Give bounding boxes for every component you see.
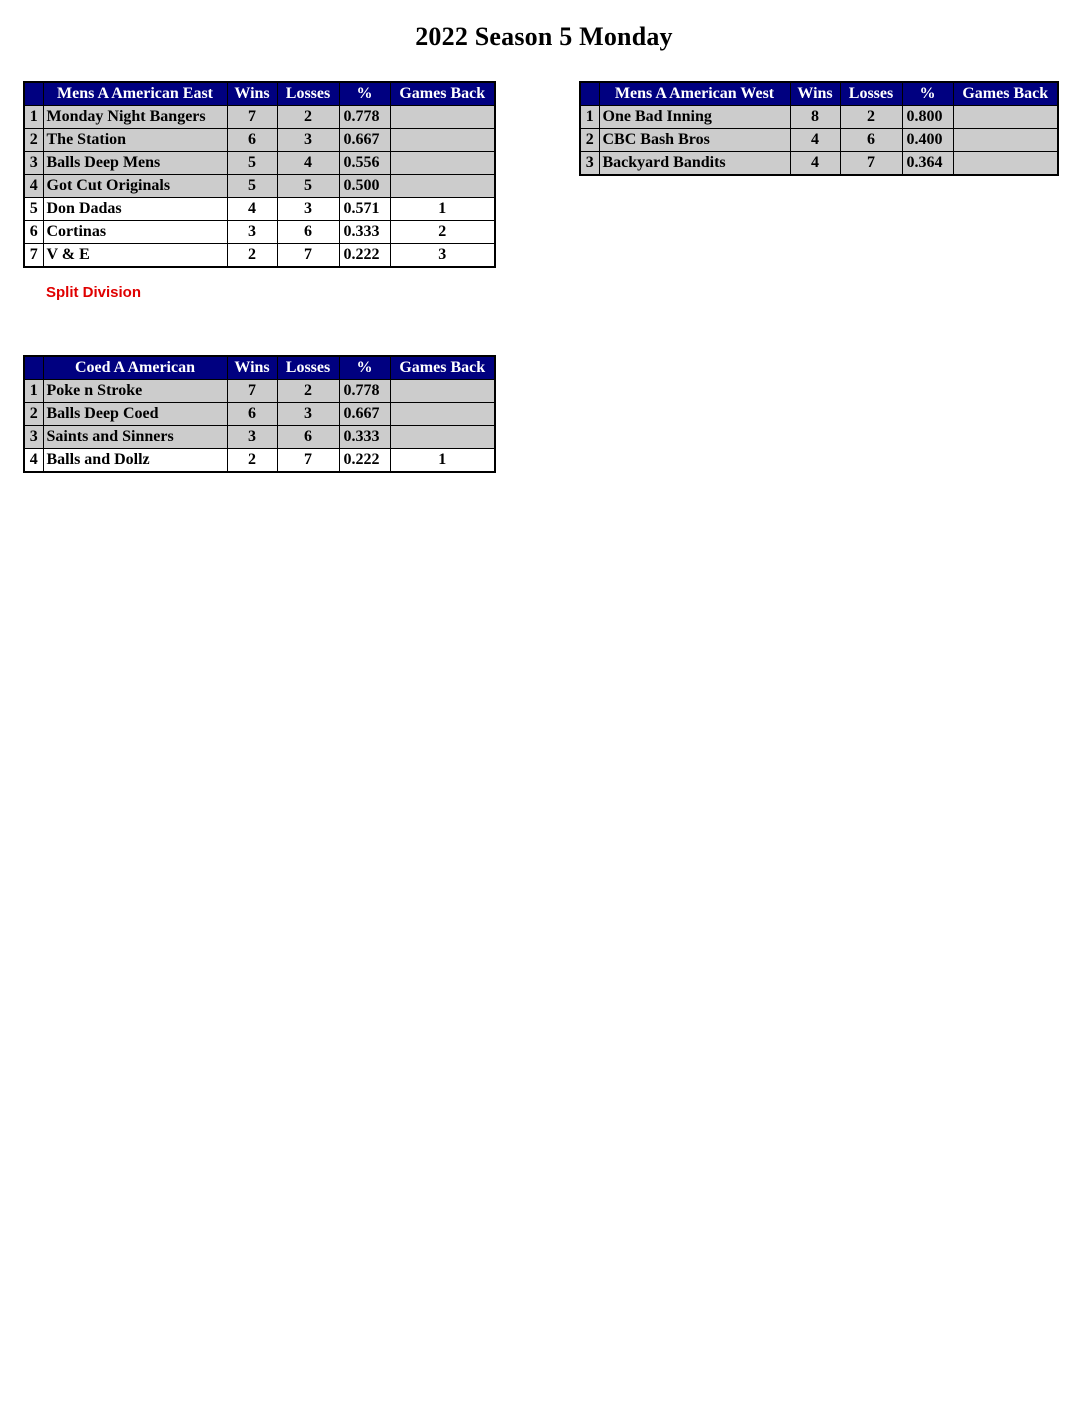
rank-cell: 5 [24,198,43,221]
losses-cell: 6 [277,221,339,244]
losses-cell: 3 [277,198,339,221]
wins-cell: 4 [227,198,277,221]
wins-cell: 8 [790,106,840,129]
rank-cell: 3 [24,426,43,449]
games-back-cell [953,106,1058,129]
team-cell: Got Cut Originals [43,175,227,198]
rank-cell: 1 [580,106,599,129]
pct-header: % [902,82,953,106]
rank-cell: 7 [24,244,43,268]
games-back-cell: 1 [390,449,495,473]
table-header-row [24,356,495,380]
games-back-cell: 1 [390,198,495,221]
table-row [24,175,495,198]
games-back-header: Games Back [953,82,1058,106]
rank-header [24,82,43,106]
table-row [24,129,495,152]
table-row [580,106,1058,129]
games-back-cell [390,426,495,449]
team-cell: Monday Night Bangers [43,106,227,129]
pct-cell: 0.667 [339,403,390,426]
pct-cell: 0.778 [339,106,390,129]
team-cell: The Station [43,129,227,152]
games-back-cell [390,175,495,198]
team-cell: CBC Bash Bros [599,129,790,152]
table-row [24,380,495,403]
games-back-header: Games Back [390,356,495,380]
pct-header: % [339,82,390,106]
rank-cell: 4 [24,449,43,473]
team-cell: Poke n Stroke [43,380,227,403]
games-back-cell [390,403,495,426]
pct-header: % [339,356,390,380]
wins-cell: 7 [227,106,277,129]
table-header-row [24,82,495,106]
page-title: 2022 Season 5 Monday [415,22,673,51]
rank-header [580,82,599,106]
team-cell: Cortinas [43,221,227,244]
standings-table-coed-a-american [23,355,496,473]
losses-cell: 3 [277,129,339,152]
pct-cell: 0.364 [902,152,953,176]
wins-cell: 4 [790,129,840,152]
games-back-cell: 3 [390,244,495,268]
rank-cell: 4 [24,175,43,198]
pct-cell: 0.222 [339,449,390,473]
pct-cell: 0.667 [339,129,390,152]
wins-cell: 5 [227,152,277,175]
games-back-cell [953,152,1058,176]
pct-cell: 0.333 [339,426,390,449]
rank-cell: 2 [24,129,43,152]
table-row [24,106,495,129]
division-name: Mens A American West [599,82,790,106]
table-row [24,403,495,426]
losses-cell: 5 [277,175,339,198]
wins-cell: 3 [227,221,277,244]
wins-cell: 5 [227,175,277,198]
pct-cell: 0.556 [339,152,390,175]
pct-cell: 0.222 [339,244,390,268]
games-back-cell [390,129,495,152]
rank-cell: 3 [580,152,599,176]
rank-cell: 2 [580,129,599,152]
losses-cell: 6 [840,129,902,152]
split-division-note: Split Division [46,284,142,301]
wins-cell: 4 [790,152,840,176]
rank-header [24,356,43,380]
losses-header: Losses [840,82,902,106]
games-back-cell: 2 [390,221,495,244]
rank-cell: 6 [24,221,43,244]
table-row [24,152,495,175]
table-row [24,198,495,221]
wins-cell: 3 [227,426,277,449]
wins-header: Wins [790,82,840,106]
losses-cell: 7 [277,244,339,268]
team-cell: Balls Deep Coed [43,403,227,426]
losses-cell: 2 [277,380,339,403]
losses-cell: 4 [277,152,339,175]
standings-table-mens-a-american-west [579,81,1059,176]
losses-header: Losses [277,356,339,380]
pct-cell: 0.333 [339,221,390,244]
table-row [24,244,495,268]
table-row [580,129,1058,152]
division-name: Coed A American [43,356,227,380]
losses-cell: 3 [277,403,339,426]
table-row [24,221,495,244]
pct-cell: 0.800 [902,106,953,129]
games-back-cell [390,152,495,175]
pct-cell: 0.778 [339,380,390,403]
team-cell: Saints and Sinners [43,426,227,449]
losses-cell: 7 [277,449,339,473]
rank-cell: 3 [24,152,43,175]
table-row [24,449,495,473]
losses-cell: 2 [840,106,902,129]
losses-cell: 7 [840,152,902,176]
wins-cell: 7 [227,380,277,403]
standings-table-mens-a-american-east [23,81,496,268]
rank-cell: 1 [24,106,43,129]
team-cell: Backyard Bandits [599,152,790,176]
pct-cell: 0.500 [339,175,390,198]
losses-header: Losses [277,82,339,106]
team-cell: Balls Deep Mens [43,152,227,175]
table-row [24,426,495,449]
team-cell: Don Dadas [43,198,227,221]
pct-cell: 0.571 [339,198,390,221]
pct-cell: 0.400 [902,129,953,152]
losses-cell: 2 [277,106,339,129]
wins-header: Wins [227,82,277,106]
wins-cell: 2 [227,244,277,268]
wins-cell: 6 [227,129,277,152]
wins-cell: 6 [227,403,277,426]
table-row [580,152,1058,176]
team-cell: One Bad Inning [599,106,790,129]
games-back-cell [953,129,1058,152]
wins-header: Wins [227,356,277,380]
rank-cell: 1 [24,380,43,403]
team-cell: Balls and Dollz [43,449,227,473]
wins-cell: 2 [227,449,277,473]
losses-cell: 6 [277,426,339,449]
games-back-cell [390,106,495,129]
rank-cell: 2 [24,403,43,426]
team-cell: V & E [43,244,227,268]
table-header-row [580,82,1058,106]
games-back-cell [390,380,495,403]
division-name: Mens A American East [43,82,227,106]
games-back-header: Games Back [390,82,495,106]
